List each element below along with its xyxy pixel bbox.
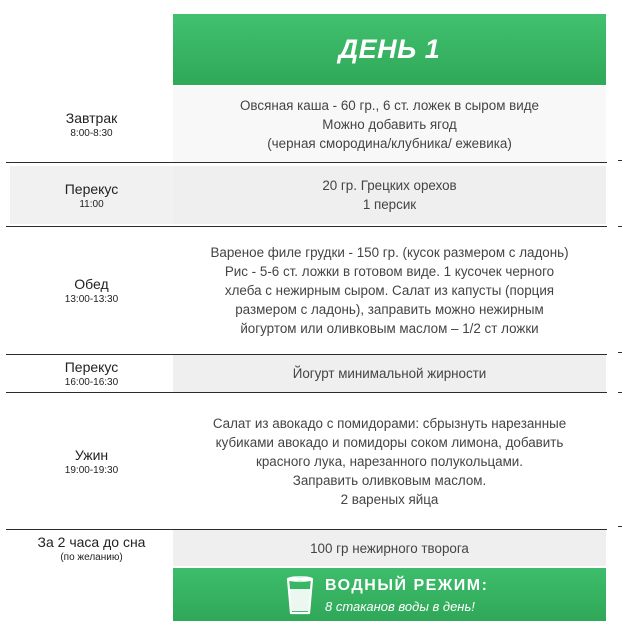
meal-time: 16:00-16:30 bbox=[64, 377, 119, 388]
meal-row-lunch bbox=[10, 227, 606, 353]
meal-line: Можно добавить ягод bbox=[322, 116, 457, 132]
meal-description bbox=[322, 176, 456, 214]
water-regime-title: ВОДНЫЙ РЕЖИМ: bbox=[325, 577, 489, 594]
meal-description bbox=[210, 243, 568, 338]
meal-label bbox=[10, 530, 173, 566]
meal-description bbox=[293, 364, 487, 383]
water-regime-subtitle: 8 стаканов воды в день! bbox=[325, 599, 475, 614]
meal-name: Обед bbox=[74, 275, 109, 292]
meal-name: Ужин bbox=[74, 446, 109, 463]
day-header bbox=[173, 14, 606, 85]
meal-row-breakfast bbox=[10, 86, 606, 162]
meal-line: 2 вареных яйца bbox=[340, 491, 439, 507]
meal-line: 1 персик bbox=[362, 197, 417, 212]
row-divider bbox=[6, 392, 607, 393]
meal-line: хлеба с нежирным сыром. Салат из капусты (порция bbox=[224, 282, 555, 298]
meal-line: красного лука, нарезанного полукольцами. bbox=[255, 453, 523, 469]
meal-line: Вареное филе грудки - 150 гр. (кусок размером с ладонь) bbox=[210, 244, 569, 260]
meal-time: 11:00 bbox=[79, 198, 104, 210]
meal-description bbox=[310, 539, 469, 558]
meal-line: Рис - 5-6 ст. ложки в готовом виде. 1 кусочек черного bbox=[224, 263, 555, 279]
row-tick bbox=[618, 526, 622, 527]
meal-line: Йогурт минимальной жирности bbox=[292, 366, 487, 381]
meal-line: Овсяная каша - 60 гр., 6 ст. ложек в сыром виде bbox=[240, 97, 539, 113]
day-title: ДЕНЬ 1 bbox=[338, 34, 441, 64]
meal-name: Перекус bbox=[64, 180, 119, 197]
meal-line: йогуртом или оливковым маслом – 1/2 ст ложки bbox=[240, 320, 539, 336]
meal-time: (по желанию) bbox=[60, 551, 123, 563]
meal-content bbox=[173, 355, 606, 392]
meal-line: 100 гр нежирного творога bbox=[310, 540, 469, 556]
meal-line: размером с ладонь), заправить можно нежирным bbox=[235, 301, 544, 317]
meal-label bbox=[10, 166, 173, 224]
meal-row-snack-1 bbox=[10, 166, 606, 224]
meal-line: Салат из авокадо с помидорами: сбрызнуть нарезанные bbox=[212, 415, 567, 431]
row-tick bbox=[618, 392, 622, 393]
meal-description bbox=[240, 96, 539, 153]
meal-line: Заправить оливковым маслом. bbox=[292, 472, 487, 488]
meal-content bbox=[173, 166, 606, 224]
meal-content bbox=[173, 394, 606, 528]
row-tick bbox=[618, 160, 622, 161]
meal-label bbox=[10, 355, 173, 392]
meal-time: 8:00-8:30 bbox=[70, 127, 113, 139]
meal-content bbox=[173, 530, 606, 566]
meal-description bbox=[213, 414, 566, 509]
glass-of-water-icon bbox=[286, 575, 314, 615]
meal-time: 19:00-19:30 bbox=[64, 464, 119, 476]
meal-time: 13:00-13:30 bbox=[64, 293, 119, 305]
meal-content bbox=[173, 86, 606, 162]
meal-row-before-sleep bbox=[10, 530, 606, 566]
meal-name: За 2 часа до сна bbox=[37, 533, 146, 550]
meal-line: 20 гр. Грецких орехов bbox=[322, 178, 457, 193]
meal-line: кубиками авокадо и помидоры соком лимона, добавить bbox=[215, 434, 564, 450]
meal-content bbox=[173, 227, 606, 353]
meal-row-snack-2 bbox=[10, 355, 606, 392]
meal-line: (черная смородина/клубника/ ежевика) bbox=[267, 135, 512, 151]
water-regime-banner bbox=[173, 568, 606, 621]
meal-label bbox=[10, 86, 173, 162]
row-divider bbox=[6, 162, 607, 163]
meal-name: Завтрак bbox=[65, 109, 118, 126]
meal-label bbox=[10, 227, 173, 353]
meal-row-dinner bbox=[10, 394, 606, 528]
row-tick bbox=[618, 352, 622, 353]
row-tick bbox=[618, 226, 622, 227]
meal-name: Перекус bbox=[64, 359, 119, 375]
meal-label bbox=[10, 394, 173, 528]
